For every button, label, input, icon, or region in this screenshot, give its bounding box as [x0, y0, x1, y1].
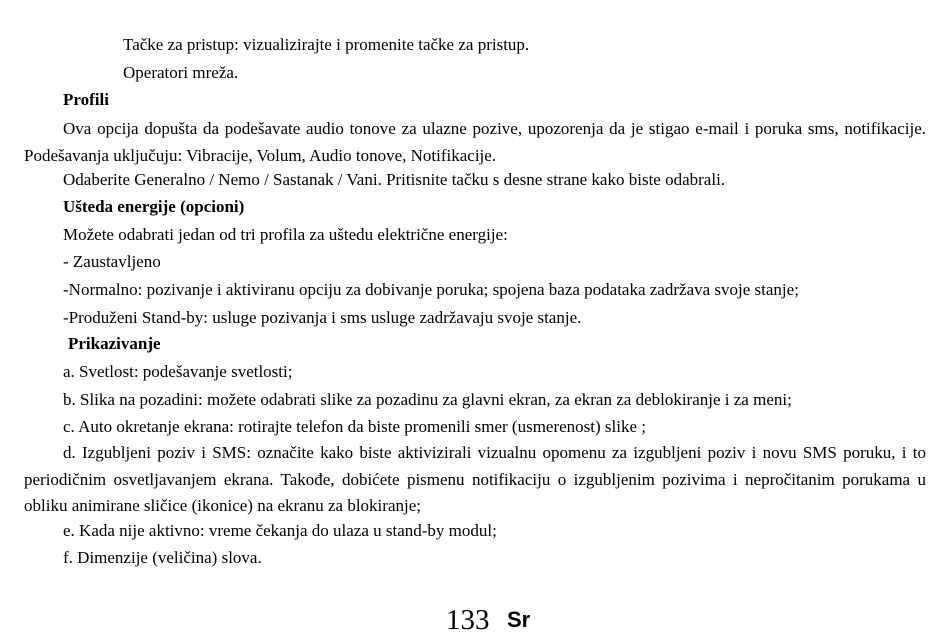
profiles-heading: Profili — [63, 90, 109, 109]
profiles-paragraph — [24, 116, 926, 169]
language-code: Sr — [507, 607, 531, 632]
energy-option-stopped: - Zaustavljeno — [63, 252, 161, 271]
profiles-paragraph-text: Ova opcija dopušta da podešavate audio tonove za ulazne pozive, upozorenja da je stigao e-mail i poruka sms, notifikacije. Podešavanja uključuju: Vibracije, Volum, Audio tonove, Notifikacije. — [24, 119, 926, 165]
energy-saving-intro: Možete odabrati jedan od tri profila za uštedu električne energije: — [63, 225, 508, 244]
energy-option-standby: -Produženi Stand-by: usluge pozivanja i sms usluge zadržavaju svoje stanje. — [63, 308, 582, 327]
display-item-c: c. Auto okretanje ekrana: rotirajte telefon da biste promenili smer (usmerenost) slike ; — [63, 417, 647, 436]
display-item-a: a. Svetlost: podešavanje svetlosti; — [63, 362, 293, 381]
display-item-d-text: d. Izgubljeni poziv i SMS: označite kako biste aktivizirali vizualnu opomenu za izgubljeni poziv i novu SMS poruku, i to periodičnim osvetljavanjem ekrana. Takođe, dobićete pismenu notifikaciju o izgubljenim pozivima i nepročitanim porukama u obliku animirane sličice (ikonice) na ekranu za blokiranje; — [24, 443, 926, 515]
display-item-f: f. Dimenzije (veličina) slova. — [63, 548, 262, 567]
display-item-d — [24, 440, 926, 520]
network-operators-line: Operatori mreža. — [123, 63, 239, 82]
profiles-select-line: Odaberite Generalno / Nemo / Sastanak / Vani. Pritisnite tačku s desne strane kako biste odabrali. — [63, 170, 726, 189]
access-points-line: Tačke za pristup: vizualizirajte i promenite tačke za pristup. — [123, 35, 530, 54]
display-item-b: b. Slika na pozadini: možete odabrati slike za pozadinu za glavni ekran, za ekran za deblokiranje i za meni; — [63, 390, 792, 409]
display-item-e: e. Kada nije aktivno: vreme čekanja do ulaza u stand-by modul; — [63, 521, 497, 540]
page-number: 133 — [446, 604, 490, 636]
display-heading: Prikazivanje — [68, 334, 161, 353]
energy-option-normal: -Normalno: pozivanje i aktiviranu opciju za dobivanje poruka; spojena baza podataka zadržava svoje stanje; — [63, 280, 799, 299]
energy-saving-heading: Ušteda energije (opcioni) — [63, 197, 245, 216]
